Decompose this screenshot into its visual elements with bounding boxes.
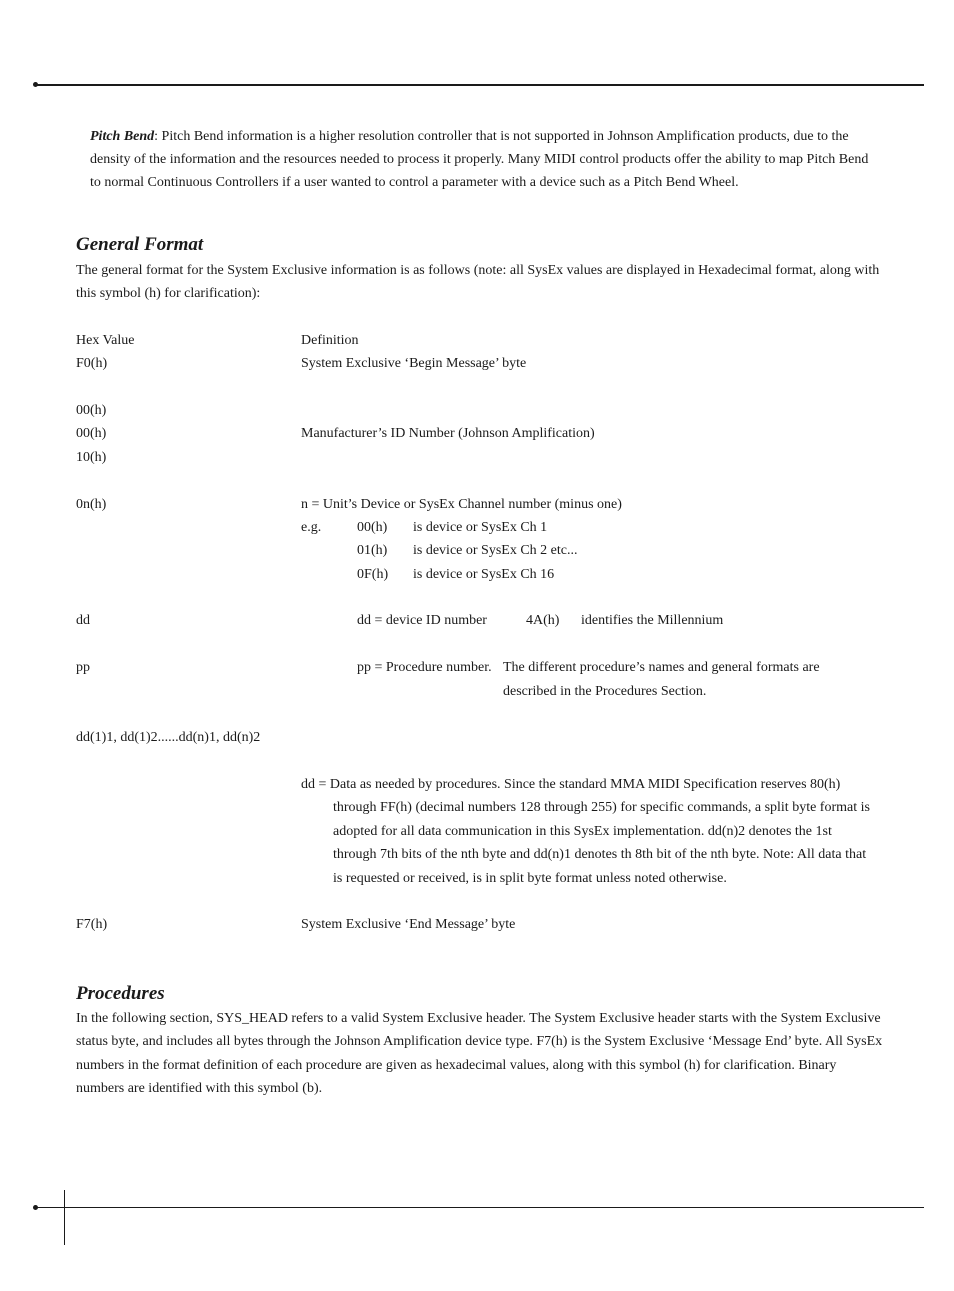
def-dd: dd = device ID number <box>357 613 487 628</box>
data-def-1: dd = Data as needed by procedures. Since the standard MMA MIDI Specification reserves 80(h) <box>301 777 841 792</box>
general-format-intro-1: The general format for the System Exclusive information is as follows (note: all SysEx values are displayed in Hexadecimal format, along with <box>76 263 880 278</box>
def-0n: n = Unit’s Device or SysEx Channel number (minus one) <box>301 497 622 512</box>
hex-mfr-1: 00(h) <box>76 403 107 418</box>
pp-desc-1: The different procedure’s names and general formats are <box>503 660 820 675</box>
column-header-hex: Hex Value <box>76 333 135 348</box>
pitch-bend-lead: Pitch Bend <box>90 129 155 144</box>
general-format-intro-2: this symbol (h) for clarification): <box>76 286 261 301</box>
def-f0: System Exclusive ‘Begin Message’ byte <box>301 356 527 371</box>
hex-mfr-2: 00(h) <box>76 426 107 441</box>
general-format-heading: General Format <box>76 234 204 255</box>
dd-code: 4A(h) <box>526 613 560 628</box>
pp-desc-2: described in the Procedures Section. <box>503 684 707 699</box>
bottom-rule <box>36 1207 924 1208</box>
hex-data-bytes: dd(1)1, dd(1)2......dd(n)1, dd(n)2 <box>76 730 261 745</box>
hex-mfr-3: 10(h) <box>76 450 107 465</box>
pitch-bend-line-1: Pitch Bend: Pitch Bend information is a higher resolution controller that is not supported in Johnson Amplification products, due to the <box>90 129 849 144</box>
data-def-2: through FF(h) (decimal numbers 128 through 255) for specific commands, a split byte format is <box>333 800 870 815</box>
column-header-definition: Definition <box>301 333 359 348</box>
top-rule <box>36 84 924 86</box>
hex-pp: pp <box>76 660 90 675</box>
eg-desc-1: is device or SysEx Ch 1 <box>413 520 548 535</box>
eg-code-1: 00(h) <box>357 520 388 535</box>
def-mfr: Manufacturer’s ID Number (Johnson Amplification) <box>301 426 595 441</box>
eg-desc-3: is device or SysEx Ch 16 <box>413 567 555 582</box>
pitch-bend-line-3: to normal Continuous Controllers if a user wanted to control a parameter with a device such as a Pitch Bend Wheel. <box>90 175 739 190</box>
procedures-line-3: numbers in the format definition of each procedure are given as hexadecimal values, along with this symbol (h) for clarification. Binary <box>76 1058 837 1073</box>
procedures-line-4: numbers are identified with this symbol (b). <box>76 1081 323 1096</box>
def-f7: System Exclusive ‘End Message’ byte <box>301 917 516 932</box>
hex-dd: dd <box>76 613 90 628</box>
hex-f0: F0(h) <box>76 356 108 371</box>
data-def-5: is requested or received, is in split byte format unless noted otherwise. <box>333 871 727 886</box>
hex-f7: F7(h) <box>76 917 108 932</box>
eg-desc-2: is device or SysEx Ch 2 etc... <box>413 543 578 558</box>
data-def-3: adopted for all data communication in this SysEx implementation. dd(n)2 denotes the 1st <box>333 824 832 839</box>
def-pp: pp = Procedure number. <box>357 660 492 675</box>
hex-0n: 0n(h) <box>76 497 107 512</box>
eg-code-3: 0F(h) <box>357 567 389 582</box>
eg-code-2: 01(h) <box>357 543 388 558</box>
data-def-4: through 7th bits of the nth byte and dd(n)1 denotes th 8th bit of the nth byte. Note: All data that <box>333 847 867 862</box>
bottom-vertical-rule <box>64 1190 65 1245</box>
pitch-bend-line-2: density of the information and the resources needed to process it properly. Many MIDI control products offer the ability to map Pitch Bend <box>90 152 869 167</box>
eg-label: e.g. <box>301 520 322 535</box>
dd-desc: identifies the Millennium <box>581 613 724 628</box>
procedures-line-2: status byte, and includes all bytes through the Johnson Amplification device type. F7(h) is the System Exclusive ‘Message End’ byte. All SysEx <box>76 1034 883 1049</box>
procedures-heading: Procedures <box>76 983 165 1004</box>
procedures-line-1: In the following section, SYS_HEAD refers to a valid System Exclusive header. The System Exclusive header starts with the System Exclusive <box>76 1011 881 1026</box>
